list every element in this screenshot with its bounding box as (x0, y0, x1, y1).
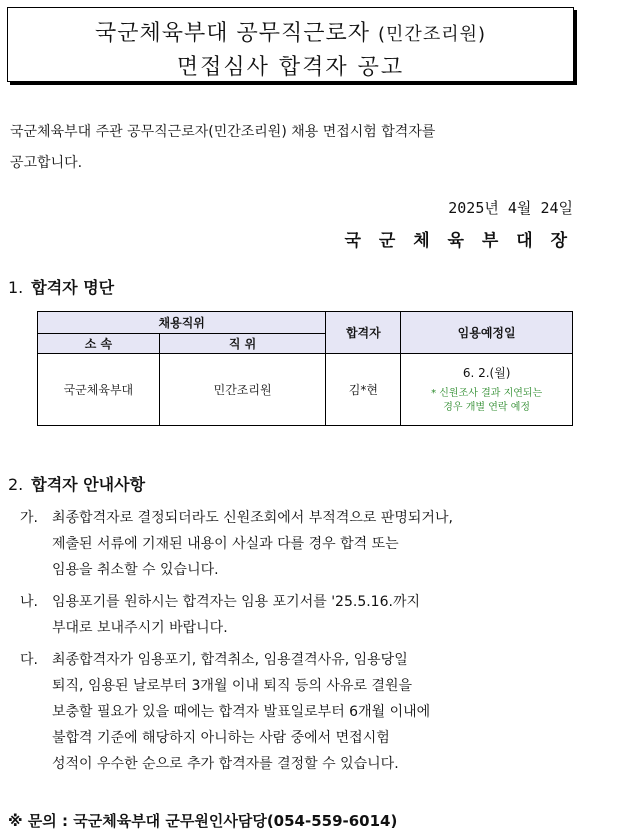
item-text (52, 589, 605, 641)
list-item (20, 647, 605, 777)
table-row (38, 354, 573, 426)
item-line: 보충할 필요가 있을 때에는 합격자 발표일로부터 6개월 이내에 (52, 704, 431, 720)
title-box (7, 7, 574, 82)
section-2-heading (8, 472, 145, 495)
title-line-1 (8, 16, 573, 47)
list-item (20, 589, 605, 641)
intro-line-1: 국군체육부대 주관 공무직근로자(민간조리원) 채용 면접시험 합격자를 (10, 124, 436, 140)
item-label: 가. (20, 510, 38, 526)
item-line: 최종합격자로 결정되더라도 신원조회에서 부적격으로 판명되거나, (52, 510, 453, 526)
intro-paragraph (10, 117, 600, 179)
item-line: 성적이 우수한 순으로 추가 합격자를 결정할 수 있습니다. (52, 756, 399, 772)
header-affiliation: 소 속 (38, 334, 160, 354)
announcement-date: 2025년 4월 24일 (448, 199, 573, 217)
title-paren: (민간조리원) (378, 24, 487, 45)
cell-passer: 김*현 (326, 354, 401, 426)
note-line-2: 경우 개별 연락 예정 (443, 402, 531, 413)
list-item (20, 505, 605, 583)
item-label: 다. (20, 652, 38, 668)
section-1-title: 합격자 명단 (31, 278, 115, 297)
item-line: 최종합격자가 임용포기, 합격취소, 임용결격사유, 임용당일 (52, 652, 408, 668)
item-line: 임용을 취소할 수 있습니다. (52, 562, 219, 578)
signer: 국 군 체 육 부 대 장 (344, 231, 573, 251)
cell-start-date (401, 354, 573, 426)
item-label: 나. (20, 594, 38, 610)
header-position: 직 위 (159, 334, 326, 354)
section-2-title: 합격자 안내사항 (31, 475, 146, 494)
cell-affiliation: 국군체육부대 (38, 354, 160, 426)
passer-table (37, 311, 573, 426)
item-text (52, 647, 605, 777)
item-line: 불합격 기준에 해당하지 아니하는 사람 중에서 면접시험 (52, 730, 390, 746)
start-date-value: 6. 2.(월) (462, 366, 511, 380)
intro-line-2: 공고합니다. (10, 155, 83, 171)
notice-list (20, 505, 605, 783)
title-line-2: 면접심사 합격자 공고 (176, 55, 405, 80)
section-2-number: 2. (8, 475, 24, 494)
item-line: 부대로 보내주시기 바랍니다. (52, 620, 228, 636)
title-main: 국군체육부대 공무직근로자 (94, 21, 371, 46)
header-start-date: 임용예정일 (401, 312, 573, 354)
item-text (52, 505, 605, 583)
item-line: 퇴직, 임용된 날로부터 3개월 이내 퇴직 등의 사유로 결원을 (52, 678, 413, 694)
item-line: 임용포기를 원하시는 합격자는 임용 포기서를 '25.5.16.까지 (52, 594, 420, 610)
start-date-note (401, 387, 572, 415)
header-recruit-position: 채용직위 (38, 312, 326, 334)
item-line: 제출된 서류에 기재된 내용이 사실과 다를 경우 합격 또는 (52, 536, 399, 552)
note-line-1: * 신원조사 결과 지연되는 (431, 388, 543, 399)
section-1-number: 1. (8, 278, 24, 297)
cell-position: 민간조리원 (159, 354, 326, 426)
section-1-heading (8, 275, 114, 298)
header-passer: 합격자 (326, 312, 401, 354)
contact-info: ※ 문의 : 국군체육부대 군무원인사담당(054-559-6014) (8, 812, 398, 830)
